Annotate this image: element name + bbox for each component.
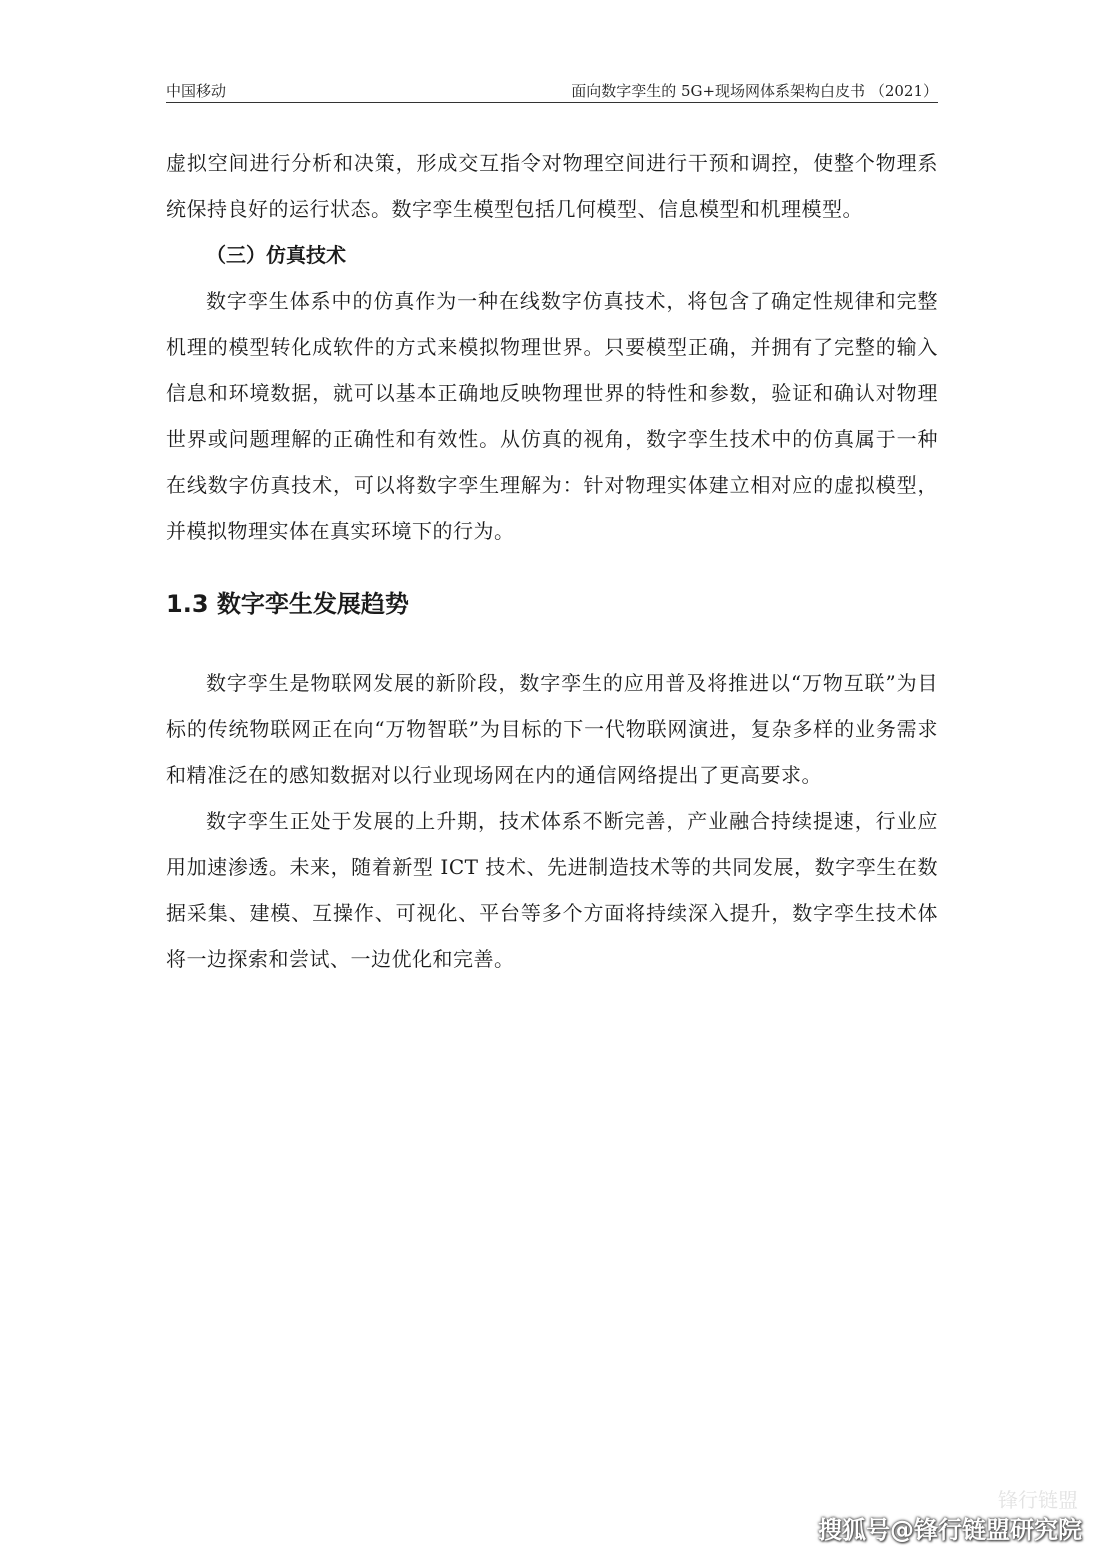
header-left-label: 中国移动 (166, 82, 227, 100)
header-document-title: 面向数字孪生的 5G+现场网体系架构白皮书 （2021） (571, 82, 938, 100)
watermark-text: 搜狐号@锋行链盟研究院 (818, 1516, 1082, 1544)
watermark-ghost-text: 锋行链盟 (998, 1488, 1078, 1512)
page-header (166, 76, 938, 103)
page-content (166, 140, 938, 982)
paragraph-3: 数字孪生是物联网发展的新阶段，数字孪生的应用普及将推进以“万物互联”为目标的传统物联网正在向“万物智联”为目标的下一代物联网演进，复杂多样的业务需求和精准泛在的感知数据对以行业现场网在内的通信网络提出了更高要求。 (166, 671, 938, 787)
paragraph-4: 数字孪生正处于发展的上升期，技术体系不断完善，产业融合持续提速，行业应用加速渗透。未来，随着新型 ICT 技术、先进制造技术等的共同发展，数字孪生在数据采集、建模、互操作、可视化、平台等多个方面将持续深入提升，数字孪生技术体将一边探索和尝试、一边优化和完善。 (166, 809, 938, 971)
section-heading-1-3: 1.3 数字孪生发展趋势 (166, 590, 409, 618)
paragraph-1: 虚拟空间进行分析和决策，形成交互指令对物理空间进行干预和调控，使整个物理系统保持良好的运行状态。数字孪生模型包括几何模型、信息模型和机理模型。 (166, 151, 938, 221)
paragraph-2: 数字孪生体系中的仿真作为一种在线数字仿真技术，将包含了确定性规律和完整机理的模型转化成软件的方式来模拟物理世界。只要模型正确，并拥有了完整的输入信息和环境数据，就可以基本正确地反映物理世界的特性和参数，验证和确认对物理世界或问题理解的正确性和有效性。从仿真的视角，数字孪生技术中的仿真属于一种在线数字仿真技术，可以将数字孪生理解为：针对物理实体建立相对应的虚拟模型，并模拟物理实体在真实环境下的行为。 (166, 289, 938, 543)
subheading-simulation: （三）仿真技术 (206, 243, 346, 267)
